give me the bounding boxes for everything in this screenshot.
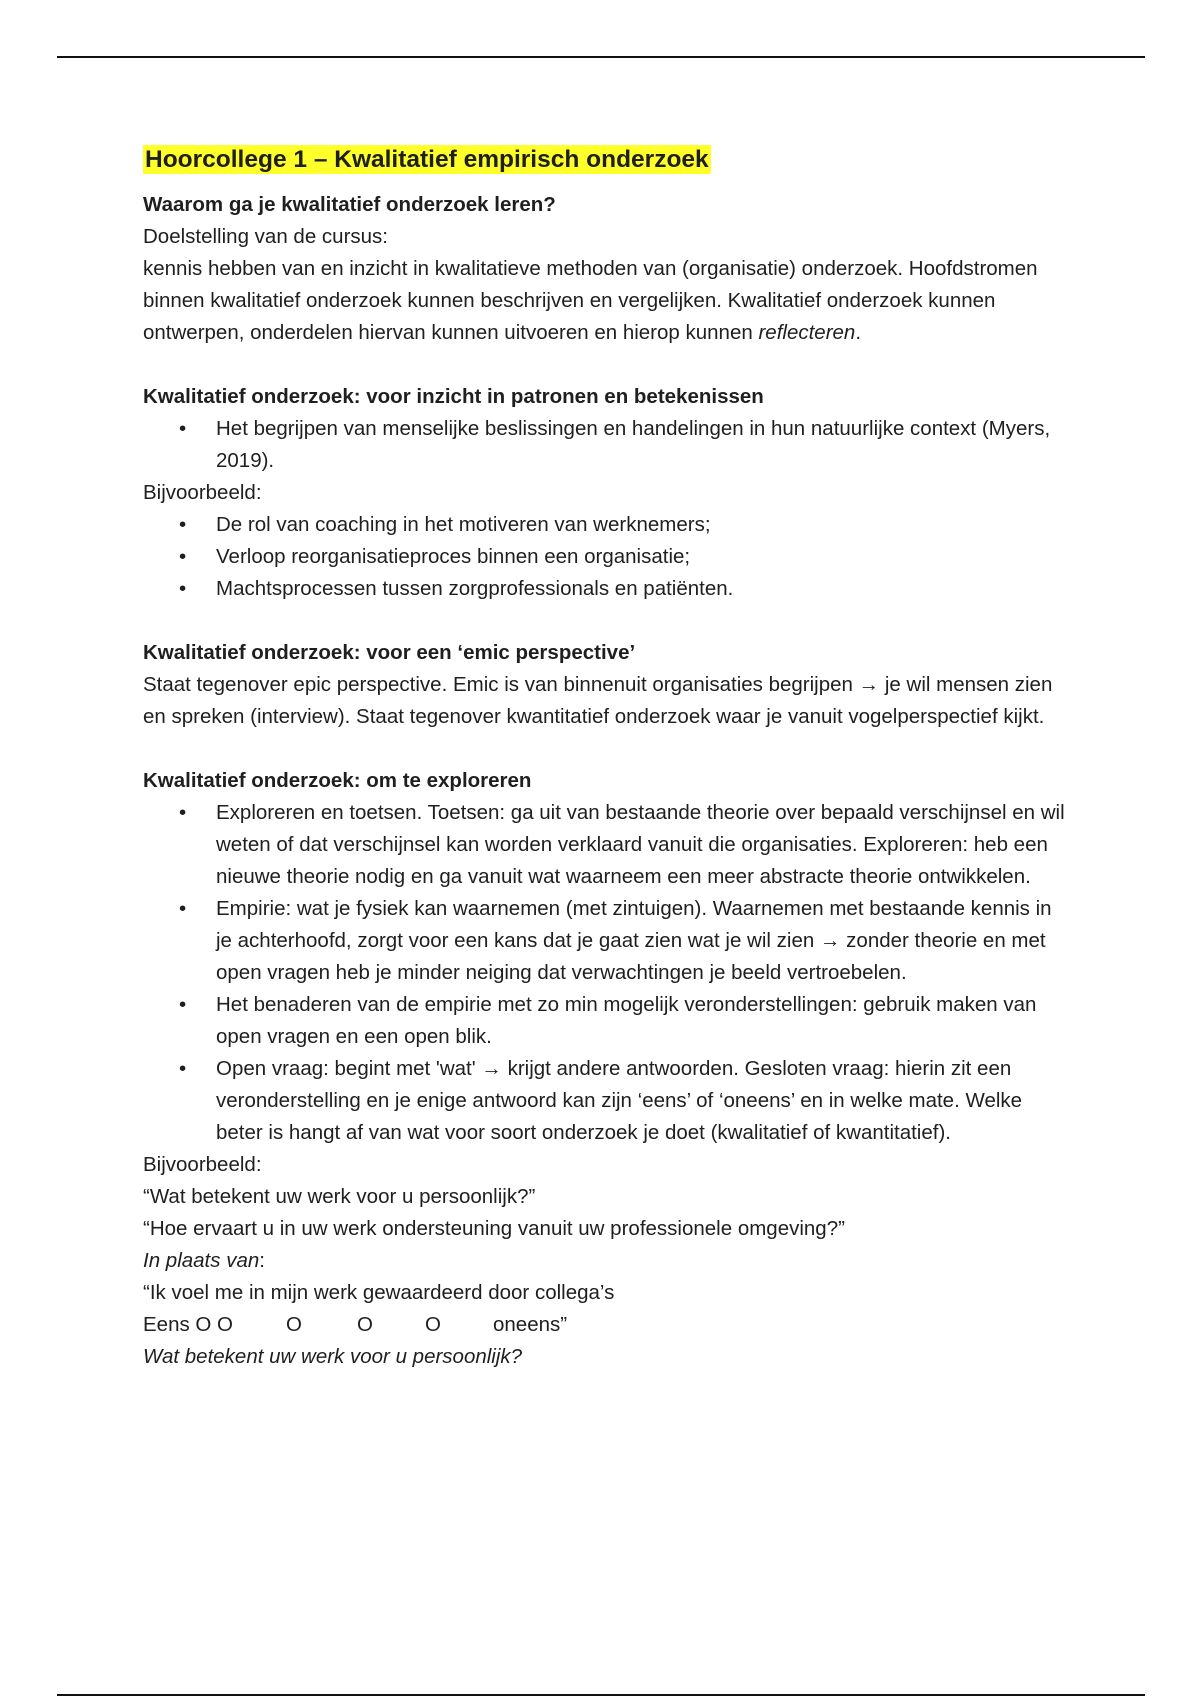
example-label: Bijvoorbeeld: bbox=[143, 1153, 262, 1176]
scale-start: Eens O O bbox=[143, 1313, 234, 1336]
list-item: • Machtsprocessen tussen zorgprofessionals en patiënten. bbox=[143, 573, 1073, 605]
section-heading-patterns: Kwalitatief onderzoek: voor inzicht in patronen en betekenissen bbox=[143, 385, 764, 408]
list-item: • De rol van coaching in het motiveren van werknemers; bbox=[143, 509, 1073, 541]
scale-option: O bbox=[357, 1313, 373, 1336]
open-question-1: “Wat betekent uw werk voor u persoonlijk?” bbox=[143, 1185, 536, 1208]
scale-option: O bbox=[425, 1313, 441, 1336]
header-rule bbox=[57, 56, 1145, 58]
footer-rule bbox=[57, 1694, 1145, 1696]
closed-question: “Ik voel me in mijn werk gewaardeerd door collega’s bbox=[143, 1281, 615, 1304]
list-item: • Verloop reorganisatieproces binnen een organisatie; bbox=[143, 541, 1073, 573]
goal-label: Doelstelling van de cursus: bbox=[143, 225, 388, 248]
explore-bullet-list bbox=[143, 797, 1073, 1149]
arrow-icon: → bbox=[858, 673, 880, 696]
section-heading-explore: Kwalitatief onderzoek: om te exploreren bbox=[143, 769, 532, 792]
page-title: Hoorcollege 1 – Kwalitatief empirisch onderzoek bbox=[145, 146, 709, 173]
patterns-bullet-list bbox=[143, 413, 1073, 477]
scale-end: oneens” bbox=[493, 1313, 568, 1336]
scale-option: O bbox=[286, 1313, 302, 1336]
closing-question: Wat betekent uw werk voor u persoonlijk? bbox=[143, 1345, 523, 1368]
goal-paragraph: kennis hebben van en inzicht in kwalitatieve methoden van (organisatie) onderzoek. Hoofdstromen binnen kwalitatief onderzoek kunnen beschrijven en vergelijken. Kwalitatief onderzoek kunnen ontwerpen, onderdelen hiervan kunnen uitvoeren en hierop kunnen reflecteren. bbox=[143, 257, 1038, 344]
section-heading-emic: Kwalitatief onderzoek: voor een ‘emic perspective’ bbox=[143, 641, 636, 664]
list-item: • Empirie: wat je fysiek kan waarnemen (met zintuigen). Waarnemen met bestaande kennis in je achterhoofd, zorgt voor een kans dat je gaat zien wat je wil zien → zonder theorie en met open vragen heb je minder neiging dat verwachtingen je beeld vertroebelen. bbox=[143, 893, 1073, 989]
list-item: • Exploreren en toetsen. Toetsen: ga uit van bestaande theorie over bepaald verschijnsel en wil weten of dat verschijnsel kan worden verklaard vanuit die organisaties. Exploreren: heb een nieuwe theorie nodig en ga vanuit wat waarneem een meer abstracte theorie ontwikkelen. bbox=[143, 797, 1073, 893]
list-item: • Het benaderen van de empirie met zo min mogelijk veronderstellingen: gebruik maken van open vragen en een open blik. bbox=[143, 989, 1073, 1053]
arrow-icon: → bbox=[481, 1057, 502, 1080]
arrow-icon: → bbox=[819, 929, 841, 952]
list-item: • Open vraag: begint met 'wat' → krijgt andere antwoorden. Gesloten vraag: hierin zit een veronderstelling en je enige antwoord kan zijn ‘eens’ of ‘oneens’ en in welke mate. Welke beter is hangt af van wat voor soort onderzoek je doet (kwalitatief of kwantitatief). bbox=[143, 1053, 1073, 1149]
section-heading-why: Waarom ga je kwalitatief onderzoek leren? bbox=[143, 193, 556, 216]
document-body bbox=[143, 143, 1073, 1373]
example-label: Bijvoorbeeld: bbox=[143, 481, 262, 504]
examples-bullet-list bbox=[143, 509, 1073, 605]
emic-paragraph: Staat tegenover epic perspective. Emic is van binnenuit organisaties begrijpen → je wil mensen zien en spreken (interview). Staat tegenover kwantitatief onderzoek waar je vanuit vogelperspectief kijkt. bbox=[143, 673, 1053, 728]
open-question-2: “Hoe ervaart u in uw werk ondersteuning vanuit uw professionele omgeving?” bbox=[143, 1217, 845, 1240]
instead-of-label: In plaats van: bbox=[143, 1249, 265, 1272]
likert-scale bbox=[143, 1309, 1073, 1341]
list-item: • Het begrijpen van menselijke beslissingen en handelingen in hun natuurlijke context (Myers, 2019). bbox=[143, 413, 1073, 477]
